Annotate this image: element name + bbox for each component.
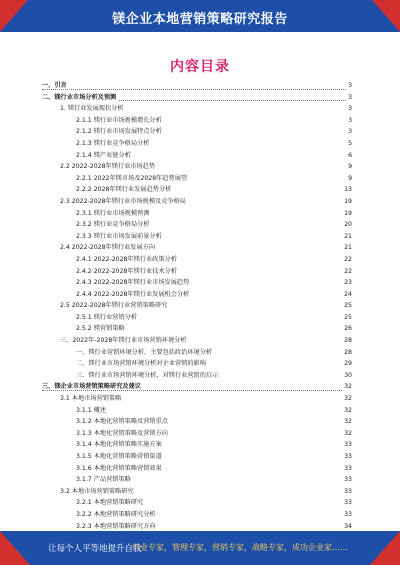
toc-entry[interactable] bbox=[42, 289, 352, 301]
toc-page-number: 3 bbox=[346, 103, 352, 115]
toc-page-number: 13 bbox=[342, 184, 352, 196]
toc-entry-text: 3.1.7 产品营销策略 bbox=[76, 476, 131, 484]
toc-entry-row bbox=[76, 474, 352, 486]
toc-page-number: 23 bbox=[342, 277, 352, 289]
toc-entry-text: 2.4.2 2022-2028年镁行业技术分析 bbox=[76, 267, 177, 275]
toc-entry[interactable] bbox=[42, 266, 352, 278]
toc-entry-row bbox=[76, 231, 352, 243]
toc-page-number: 26 bbox=[342, 323, 352, 335]
toc-entry-text: 2.3.1 镁行业市场规模预测 bbox=[76, 209, 150, 217]
toc-entry-text: 1. 镁行业发展现状分析 bbox=[60, 105, 124, 113]
toc-page-number: 28 bbox=[342, 335, 352, 347]
toc-entry[interactable] bbox=[42, 335, 352, 347]
toc-page-number: 3 bbox=[346, 126, 352, 138]
toc-page-number: 34 bbox=[342, 521, 352, 533]
toc-entry-text: 2.3.2 镁行业竞争格局分析 bbox=[76, 221, 150, 229]
toc-entry[interactable] bbox=[42, 208, 352, 220]
toc-entry[interactable] bbox=[42, 451, 352, 463]
toc-entry-text: 2.2 2022-2028年镁行业市场趋势 bbox=[60, 163, 156, 171]
toc-entry[interactable] bbox=[42, 80, 352, 92]
toc-entry-text: 3.2.3 本地营销策略研究方向 bbox=[76, 522, 156, 530]
toc-page-number: 32 bbox=[342, 416, 352, 428]
toc-entry[interactable] bbox=[42, 126, 352, 138]
toc-entry[interactable] bbox=[42, 219, 352, 231]
toc-entry[interactable] bbox=[42, 254, 352, 266]
toc-entry[interactable] bbox=[42, 312, 352, 324]
toc-entry-row bbox=[76, 173, 352, 185]
toc-entry-text: 2.1.2 镁行业市场发展特点分析 bbox=[76, 128, 162, 136]
toc-page-number: 33 bbox=[342, 463, 352, 475]
footer-slogan: 让每个人平等地提升自我 bbox=[48, 544, 142, 554]
toc-title: 内容目录 bbox=[170, 59, 230, 75]
toc-entry-text: 3.1.4 本地化营销策略实施方案 bbox=[76, 441, 162, 449]
toc-page-number: 30 bbox=[342, 370, 352, 382]
toc-page-number: 24 bbox=[342, 289, 352, 301]
toc-entry[interactable] bbox=[42, 358, 352, 370]
toc-entry-text: 3.2 本地市场营销策略研究 bbox=[60, 487, 134, 495]
toc-entry-row bbox=[76, 208, 352, 220]
toc-entry[interactable] bbox=[42, 277, 352, 289]
toc-entry-row bbox=[76, 370, 352, 382]
toc-entry-row bbox=[76, 266, 352, 278]
toc-entry-text: 2.4.3 2022-2028年镁行业市场发展趋势 bbox=[76, 279, 190, 287]
toc-entry[interactable] bbox=[42, 150, 352, 162]
toc-entry[interactable] bbox=[42, 231, 352, 243]
toc-entry[interactable] bbox=[42, 161, 352, 173]
toc-page-number: 33 bbox=[342, 451, 352, 463]
toc-entry-text: 三、镁行业市场营销环境分析，对镁行业营销的启示 bbox=[76, 371, 219, 379]
toc-entry-row bbox=[60, 486, 352, 498]
toc-entry-row bbox=[76, 219, 352, 231]
toc-entry-text: 2.4.4 2022-2028年镁行业发展机会分析 bbox=[76, 290, 190, 298]
toc-entry-row bbox=[76, 451, 352, 463]
toc-entry-row bbox=[76, 463, 352, 475]
toc-page-number: 20 bbox=[342, 219, 352, 231]
toc-leader-dots bbox=[42, 390, 352, 391]
toc-page-number: 21 bbox=[342, 231, 352, 243]
toc-page-number: 3 bbox=[346, 92, 352, 104]
toc-entry[interactable] bbox=[42, 92, 352, 104]
toc-page-number: 32 bbox=[342, 428, 352, 440]
toc-entry-row bbox=[76, 416, 352, 428]
toc-entry[interactable] bbox=[42, 497, 352, 509]
toc-page-number: 33 bbox=[342, 486, 352, 498]
toc-entry-row bbox=[76, 509, 352, 521]
toc-entry-row bbox=[76, 126, 352, 138]
toc-page-number: 33 bbox=[342, 509, 352, 521]
toc-entry-text: 2.1.4 镁产业链分析 bbox=[76, 151, 131, 159]
toc-entry-row bbox=[42, 92, 352, 104]
toc-entry-row bbox=[76, 277, 352, 289]
toc-entry-row bbox=[76, 428, 352, 440]
toc-entry-row bbox=[42, 80, 352, 92]
toc-entry-row bbox=[76, 358, 352, 370]
toc-entry[interactable] bbox=[42, 184, 352, 196]
toc-entry-row bbox=[60, 393, 352, 405]
toc-entry[interactable] bbox=[42, 323, 352, 335]
toc-page-number: 19 bbox=[342, 196, 352, 208]
toc-entry[interactable] bbox=[42, 428, 352, 440]
toc-entry-row bbox=[60, 242, 352, 254]
toc-entry-row bbox=[76, 138, 352, 150]
toc-entry-row bbox=[76, 405, 352, 417]
toc-entry[interactable] bbox=[42, 463, 352, 475]
toc-entry-text: 三、2022年-2028年镁行业市场营销环境分析 bbox=[60, 337, 187, 345]
toc-entry[interactable] bbox=[42, 509, 352, 521]
toc-entry[interactable] bbox=[42, 138, 352, 150]
toc-entry-row bbox=[76, 323, 352, 335]
toc-page-number: 22 bbox=[342, 254, 352, 266]
toc-entry[interactable] bbox=[42, 439, 352, 451]
toc-entry-row bbox=[60, 161, 352, 173]
toc-page-number: 19 bbox=[342, 208, 352, 220]
toc-entry-row bbox=[76, 115, 352, 127]
toc-entry-row bbox=[76, 439, 352, 451]
toc-entry[interactable] bbox=[42, 393, 352, 405]
footer-roles: 行业专家，管理专家，营销专家，战略专家，成功企业家…… bbox=[132, 543, 348, 552]
toc-entry[interactable] bbox=[42, 347, 352, 359]
toc-page-number: 6 bbox=[346, 150, 352, 162]
toc-entry[interactable] bbox=[42, 242, 352, 254]
toc-entry-text: 3.2.2 本地营销策略研究分析 bbox=[76, 510, 156, 518]
toc-entry-text: 2.5 2022-2028年镁行业营销策略研究 bbox=[60, 302, 168, 310]
report-header bbox=[0, 0, 400, 36]
toc-entry-row bbox=[42, 381, 352, 393]
toc-entry-text: 2.3.3 镁行业市场发展前景分析 bbox=[76, 232, 162, 240]
toc-entry-row bbox=[60, 335, 352, 347]
toc-page-number: 25 bbox=[342, 300, 352, 312]
toc-entry[interactable] bbox=[42, 416, 352, 428]
toc-entry[interactable] bbox=[42, 486, 352, 498]
toc-page-number: 22 bbox=[342, 266, 352, 278]
toc-entry-row bbox=[76, 184, 352, 196]
toc-page-number: 9 bbox=[346, 173, 352, 185]
toc-entry[interactable] bbox=[42, 300, 352, 312]
toc-entry-row bbox=[76, 289, 352, 301]
toc-entry-text: 2.1.1 镁行业市场规模增长分析 bbox=[76, 116, 162, 124]
toc-entry-text: 2.3 2022-2028年镁行业市场规模及竞争格局 bbox=[60, 197, 186, 205]
toc-page-number: 33 bbox=[342, 474, 352, 486]
toc-entry-text: 2.5.2 镁营销策略 bbox=[76, 325, 125, 333]
page-footer bbox=[0, 531, 400, 565]
toc-entry-text: 3.1.6 本地化营销策略营销效果 bbox=[76, 464, 162, 472]
footer-accent-left bbox=[0, 531, 30, 565]
toc-entry-text: 2.5.1 镁行业营销分析 bbox=[76, 313, 138, 321]
toc-entry[interactable] bbox=[42, 103, 352, 115]
toc-entry-row bbox=[76, 150, 352, 162]
toc-entry-row bbox=[76, 312, 352, 324]
toc-page-number: 28 bbox=[342, 347, 352, 359]
toc-entry[interactable] bbox=[42, 405, 352, 417]
toc-leader-dots bbox=[42, 89, 352, 90]
toc-entry[interactable] bbox=[42, 196, 352, 208]
toc-page-number: 3 bbox=[346, 80, 352, 92]
toc-page-number: 25 bbox=[342, 312, 352, 324]
toc-entry-row bbox=[76, 347, 352, 359]
toc-entry[interactable] bbox=[42, 370, 352, 382]
toc-entry[interactable] bbox=[42, 115, 352, 127]
toc-entry[interactable] bbox=[42, 381, 352, 393]
toc-page-number: 32 bbox=[342, 405, 352, 417]
toc-page-number: 3 bbox=[346, 115, 352, 127]
toc-entry[interactable] bbox=[42, 173, 352, 185]
toc-entry-text: 3.1 本地市场营销策略 bbox=[60, 395, 122, 403]
toc-entry-row bbox=[60, 196, 352, 208]
toc-entry-text: 2.2.1 2022年镁市场及2028年趋势展望 bbox=[76, 174, 188, 182]
toc-page-number: 21 bbox=[342, 242, 352, 254]
toc-page-number: 32 bbox=[342, 393, 352, 405]
toc-entry[interactable] bbox=[42, 474, 352, 486]
toc-entry-text: 一、镁行业营销环境分析，主要包括政治环境分析 bbox=[76, 348, 213, 356]
report-title: 镁企业本地营销策略研究报告 bbox=[112, 12, 288, 27]
toc-entry-text: 2.1.3 镁行业竞争格局分析 bbox=[76, 139, 150, 147]
toc-entry-text: 2.4 2022-2028年镁行业发展方向 bbox=[60, 244, 156, 252]
toc-entry-text: 3.1.2 本地化营销策略及营销重点 bbox=[76, 418, 168, 426]
table-of-contents bbox=[42, 80, 352, 544]
toc-page-number: 5 bbox=[346, 138, 352, 150]
toc-entry-text: 3.1.3 本地化营销策略及营销方向 bbox=[76, 429, 168, 437]
toc-page-number: 33 bbox=[342, 497, 352, 509]
toc-entry-row bbox=[76, 254, 352, 266]
toc-page-number: 9 bbox=[346, 161, 352, 173]
toc-page-number: 29 bbox=[342, 358, 352, 370]
toc-entry-text: 二、镁行业市场分析及预测 bbox=[42, 93, 117, 101]
toc-entry-text: 3.2.1 本地营销策略研究 bbox=[76, 499, 144, 507]
toc-entry-text: 2.4.1 2022-2028年镁行业政策分析 bbox=[76, 255, 177, 263]
toc-entry-row bbox=[60, 300, 352, 312]
toc-entry-row bbox=[76, 497, 352, 509]
toc-page-number: 32 bbox=[342, 381, 352, 393]
toc-entry-text: 三、镁企业市场营销策略研究及建议 bbox=[42, 383, 141, 391]
toc-entry-text: 二、镁行业市场营销环境分析对企业营销的影响 bbox=[76, 360, 206, 368]
toc-entry-text: 2.2.2 2028年镁行业发展趋势分析 bbox=[76, 186, 172, 194]
toc-entry-text: 3.1.5 本地化营销策略营销渠道 bbox=[76, 453, 162, 460]
toc-entry-row bbox=[60, 103, 352, 115]
toc-entry-text: 3.1.1 概述 bbox=[76, 406, 107, 414]
toc-entry-text: 一、引言 bbox=[42, 82, 67, 89]
footer-accent-right bbox=[370, 531, 400, 565]
toc-page-number: 33 bbox=[342, 439, 352, 451]
